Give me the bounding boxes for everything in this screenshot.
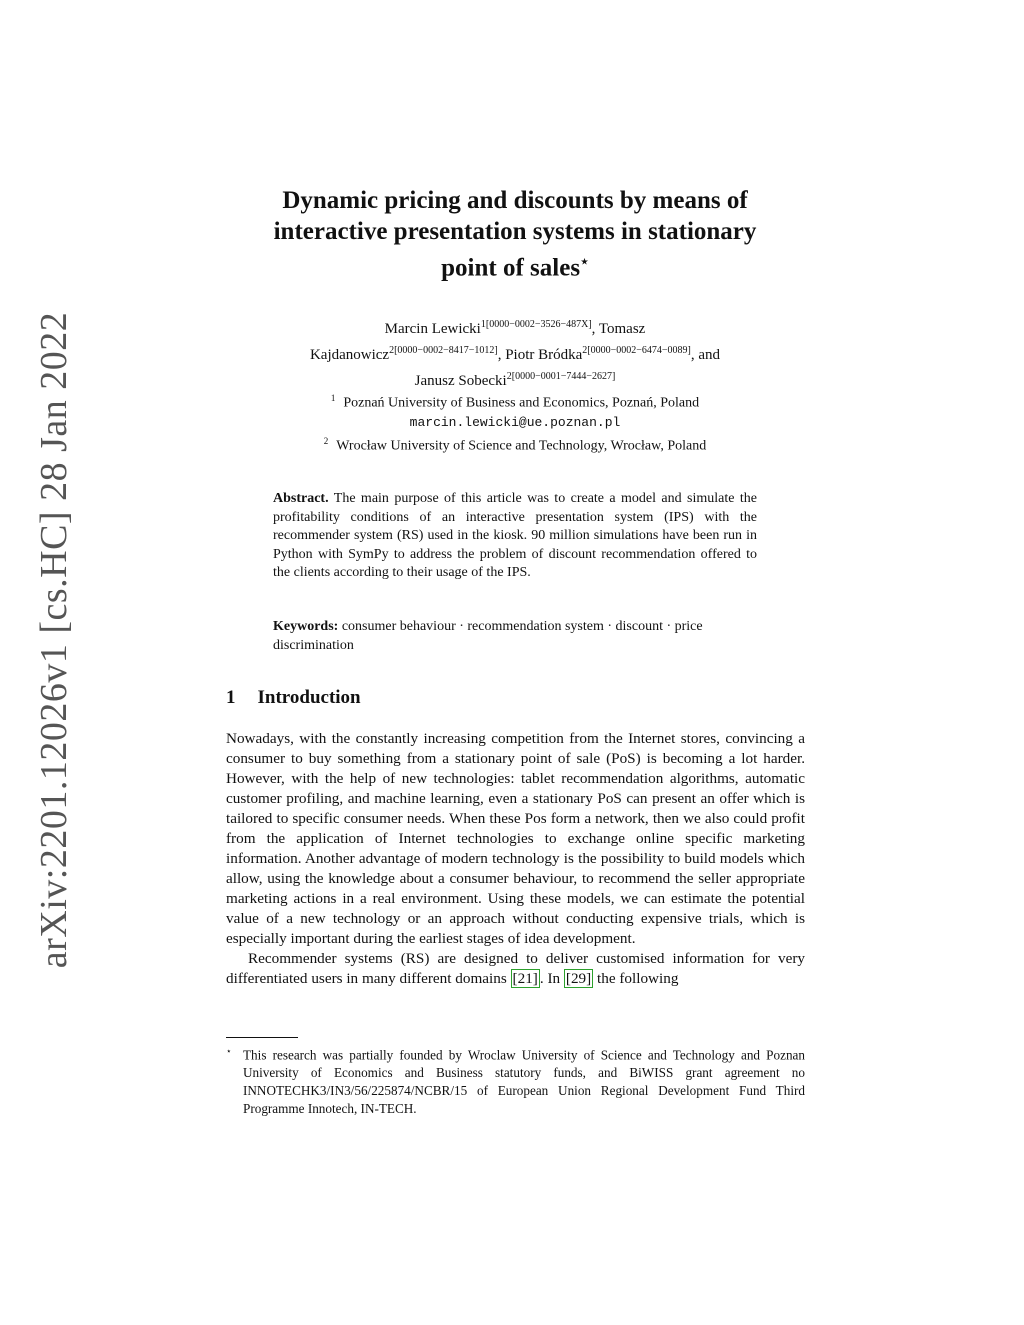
- keywords: [273, 618, 757, 655]
- author-email[interactable]: marcin.lewicki@ue.poznan.pl: [409, 414, 621, 430]
- paper-title: [230, 185, 800, 283]
- title-line: interactive presentation systems in stationary: [273, 218, 757, 245]
- section-heading: [226, 687, 361, 709]
- abstract-label: Abstract.: [273, 491, 329, 506]
- title-footnote-mark: ⋆: [580, 255, 589, 270]
- arxiv-stamp: [2, 311, 75, 969]
- affiliations: [230, 389, 800, 455]
- section-title: Introduction: [257, 687, 361, 708]
- introduction-body: [226, 729, 805, 989]
- footnote: [226, 1042, 805, 1118]
- affiliation-1: $^1$ Poznań University of Business and Economics, Poznań, Poland: [330, 393, 700, 411]
- footnote-rule: [226, 1037, 298, 1038]
- author-list: [230, 314, 800, 392]
- abstract-text: The main purpose of this article was to create a model and simulate the profitability conditions of an interactive presentation system (IPS) with the recommender system (RS) used in the kiosk. 90 million simulations have been run in Python with SymPy to address the problem of discount recommendation offered to the clients according to their usage of the IPS.: [273, 491, 757, 581]
- title-line: Dynamic pricing and discounts by means of: [282, 187, 748, 214]
- arxiv-id: arXiv:2201.12026v1 [cs.HC] 28 Jan 2022: [33, 311, 75, 969]
- citation-link[interactable]: [29]: [565, 970, 592, 987]
- author-line: Marcin Lewicki$^{1[0000-0002-3526-487X]}$, Tomasz: [384, 319, 646, 337]
- citation-link[interactable]: [21]: [512, 970, 538, 987]
- keywords-label: Keywords:: [273, 619, 339, 634]
- section-number: 1: [226, 687, 236, 708]
- affiliation-2: $^2$ Wrocław University of Science and Technology, Wrocław, Poland: [323, 435, 707, 454]
- title-line: point of sales⋆: [441, 254, 589, 282]
- author-line: Janusz Sobecki$^{2[0000-0001-7444-2627]}$: [414, 371, 616, 389]
- intro-paragraph-1: Nowadays, with the constantly increasing competition from the Internet stores, convincing a consumer to buy something from a stationary point of sale (PoS) is becoming a lot harder. However, with the help of new technologies: tablet recommendation algorithms, automatic customer profiling, and machine learning, even a stationary PoS can present an offer which is tailored to specific consumer needs. When these Pos form a network, then we also could profit from the application of Internet technologies to exchange online specific marketing information. Another advantage of modern technology is the possibility to build models which allow, using the knowledge about a consumer behaviour, to recommend the seller appropriate marketing actions in a real environment. Using these models, we can estimate the potential value of a new technology or an approach without conducting expensive trials, which is especially important during the earliest stages of idea development.: [226, 730, 805, 947]
- footnote-mark: ⋆: [226, 1046, 232, 1056]
- keywords-text: consumer behaviour · recommendation system · discount · price discrimination: [273, 619, 703, 653]
- abstract: [273, 490, 757, 583]
- author-line: Kajdanowicz$^{2[0000-0002-8417-1012]}$, Piotr Bródka$^{2[0000-0002-6474-0089]}$, and: [309, 345, 721, 363]
- footnote-text: This research was partially founded by Wroclaw University of Science and Technology and Poznan University of Economics and Business statutory funds, and BiWISS grant agreement no INNOTECHK3/IN3/56/225874/NCBR/15 of European Union Regional Development Fund Third Programme Innotech, IN-TECH.: [243, 1047, 805, 1117]
- intro-paragraph-2: Recommender systems (RS) are designed to deliver customised information for very differentiated users in many different domains [21] . In [29] the following: [226, 950, 805, 987]
